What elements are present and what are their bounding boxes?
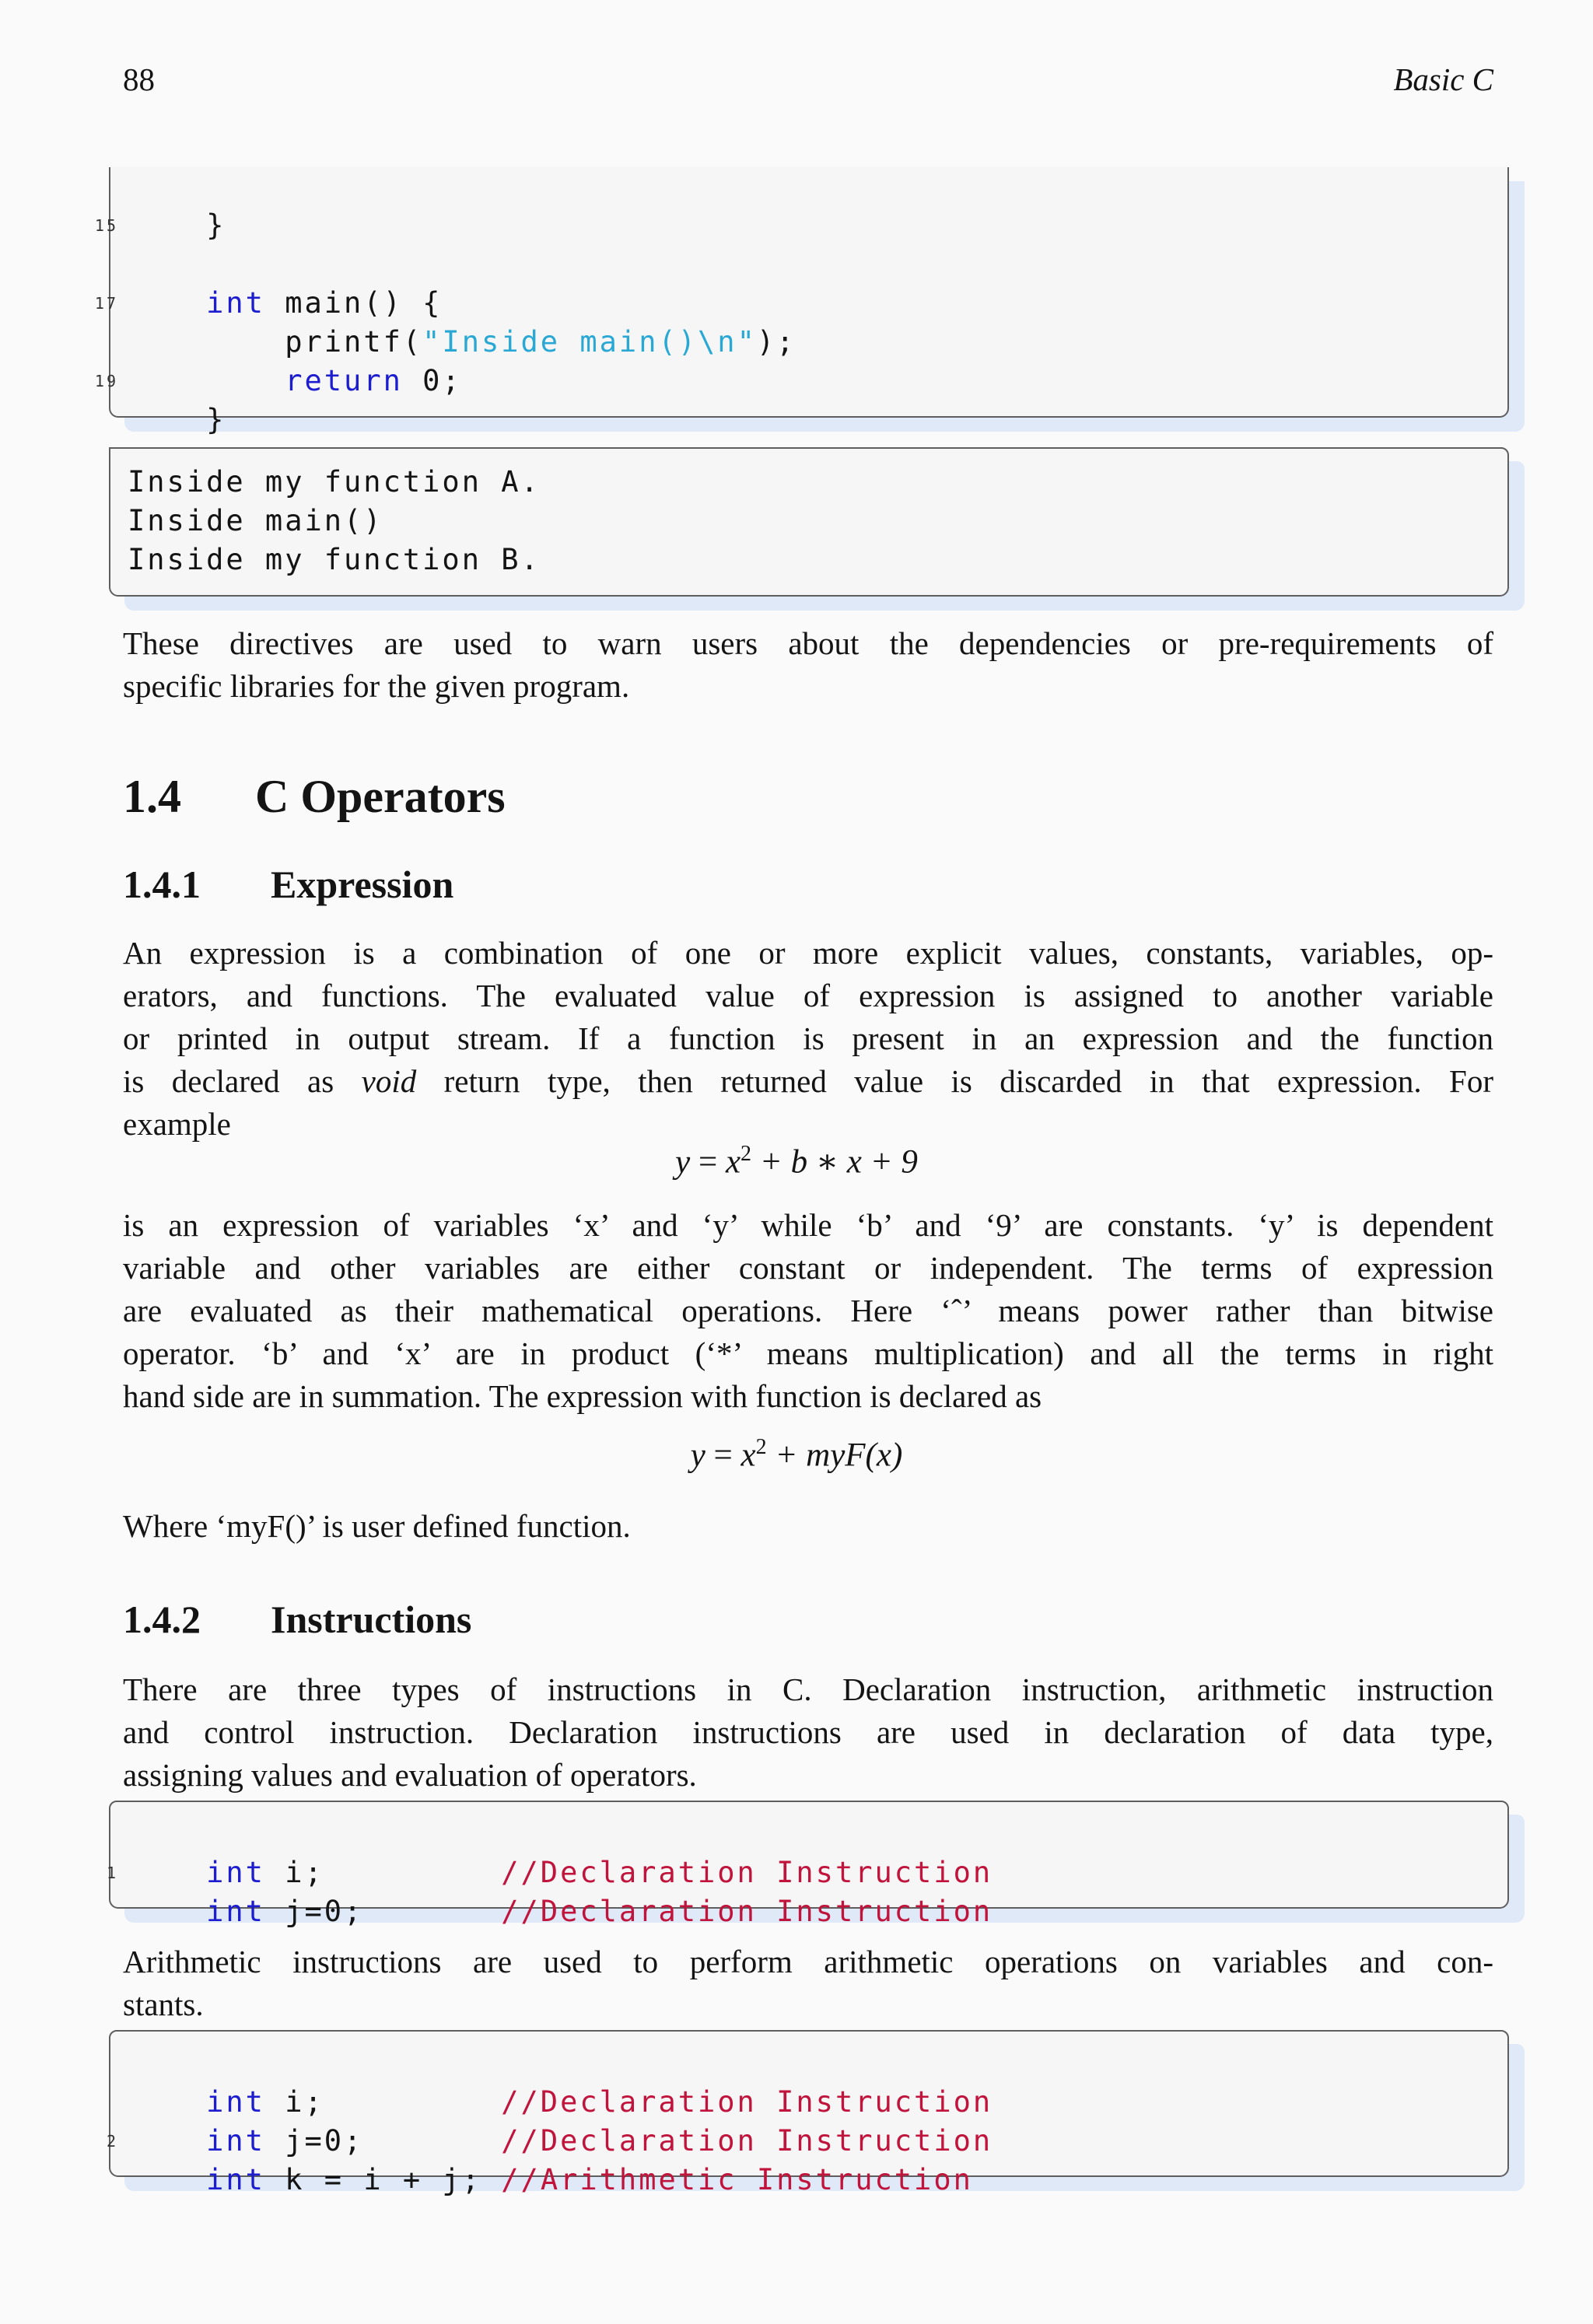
subsection-heading-expression: 1.4.1 Expression <box>123 863 454 906</box>
running-title: Basic C <box>1393 61 1493 97</box>
code-line: 2 int j=0; //Declaration Instruction <box>128 2083 993 2200</box>
paragraph-explanation: is an expression of variables ‘x’ and ‘y’ while ‘b’ and ‘9’ are constants. ‘y’ is dependent variable and other variables are either constant or independent. The terms of expression are evaluated as their mathematical operations. Here ‘ˆ’ means power rather than bitwise operator. ‘b’ and ‘x’ are in product (‘*’ means multiplication) and all the terms in right hand side are in summation. The expression with function is declared as <box>123 1207 1493 1414</box>
keyword: int <box>206 2085 265 2119</box>
page-number: 88 <box>123 61 155 97</box>
keyword: int <box>206 1895 265 1928</box>
code-line: 19 return 0; <box>128 323 462 439</box>
paragraph-where: Where ‘myF()’ is user defined function. <box>123 1508 631 1544</box>
code-listing-main <box>94 167 1509 436</box>
code-comment: //Declaration Instruction <box>501 2124 993 2158</box>
line-number: 2 <box>106 2132 118 2151</box>
paragraph-directives: These directives are used to warn users about the dependencies or pre-requirements of specific libraries for the given program. <box>123 625 1493 704</box>
code-line: 15 } <box>128 167 226 284</box>
code-line: int i; //Declaration Instruction <box>206 2085 993 2119</box>
paragraph-arithmetic: Arithmetic instructions are used to perform arithmetic operations on variables and con- stants. <box>123 1944 1493 2022</box>
equation-quadratic: $y = x^2 + b$ ∗ x + 9 <box>675 1142 918 1181</box>
line-number: 15 <box>94 216 118 235</box>
output-line: Inside my function A. <box>128 465 541 499</box>
equation-function: $y = x^2 + myF(x)$ <box>690 1435 903 1474</box>
program-output-box <box>109 447 1509 597</box>
emphasis-void: void <box>361 1063 417 1099</box>
keyword: int <box>206 2163 265 2196</box>
keyword: int <box>206 1856 265 1889</box>
keyword: int <box>206 2124 265 2158</box>
line-number: 17 <box>94 294 118 313</box>
code-line: int k = i + j; //Arithmetic Instruction <box>206 2163 973 2196</box>
output-line: Inside my function B. <box>128 543 541 576</box>
section-heading: 1.4 C Operators <box>123 771 506 822</box>
code-line: int j=0; //Declaration Instruction <box>206 1895 993 1928</box>
code-line: printf("Inside main()\n"); <box>285 325 796 359</box>
code-listing-declaration <box>106 1801 1509 1928</box>
output-line: Inside main() <box>128 504 383 537</box>
code-comment: //Declaration Instruction <box>501 1895 993 1928</box>
paragraph-instructions: There are three types of instructions in C. Declaration instruction, arithmetic instruction and control instruction. Declaration instructions are used in declaration of data type, assigning values and evaluation of operators. <box>123 1671 1493 1793</box>
code-comment: //Arithmetic Instruction <box>501 2163 973 2196</box>
string-literal: "Inside main()\n" <box>422 325 757 359</box>
subsection-heading-instructions: 1.4.2 Instructions <box>123 1598 472 1641</box>
line-number: 19 <box>94 372 118 390</box>
paragraph-expression: An expression is a combination of one or more explicit values, constants, variables, op- erators, and functions. The evaluated value of expression is assigned to another variable or printed in output stream. If a function is present in an expression and the function is declared as void return type, then returned value is discarded in that expression. For example <box>123 935 1493 1142</box>
line-number: 1 <box>106 1864 118 1882</box>
code-line: 1 int i; //Declaration Instruction <box>128 1815 993 1931</box>
code-line: 17 int main() { <box>128 245 442 362</box>
keyword: int <box>206 286 265 320</box>
keyword: return <box>285 364 403 397</box>
code-comment: //Declaration Instruction <box>501 2085 993 2119</box>
code-comment: //Declaration Instruction <box>501 1856 993 1889</box>
code-listing-arithmetic <box>106 2030 1509 2196</box>
code-line: } <box>206 403 226 436</box>
